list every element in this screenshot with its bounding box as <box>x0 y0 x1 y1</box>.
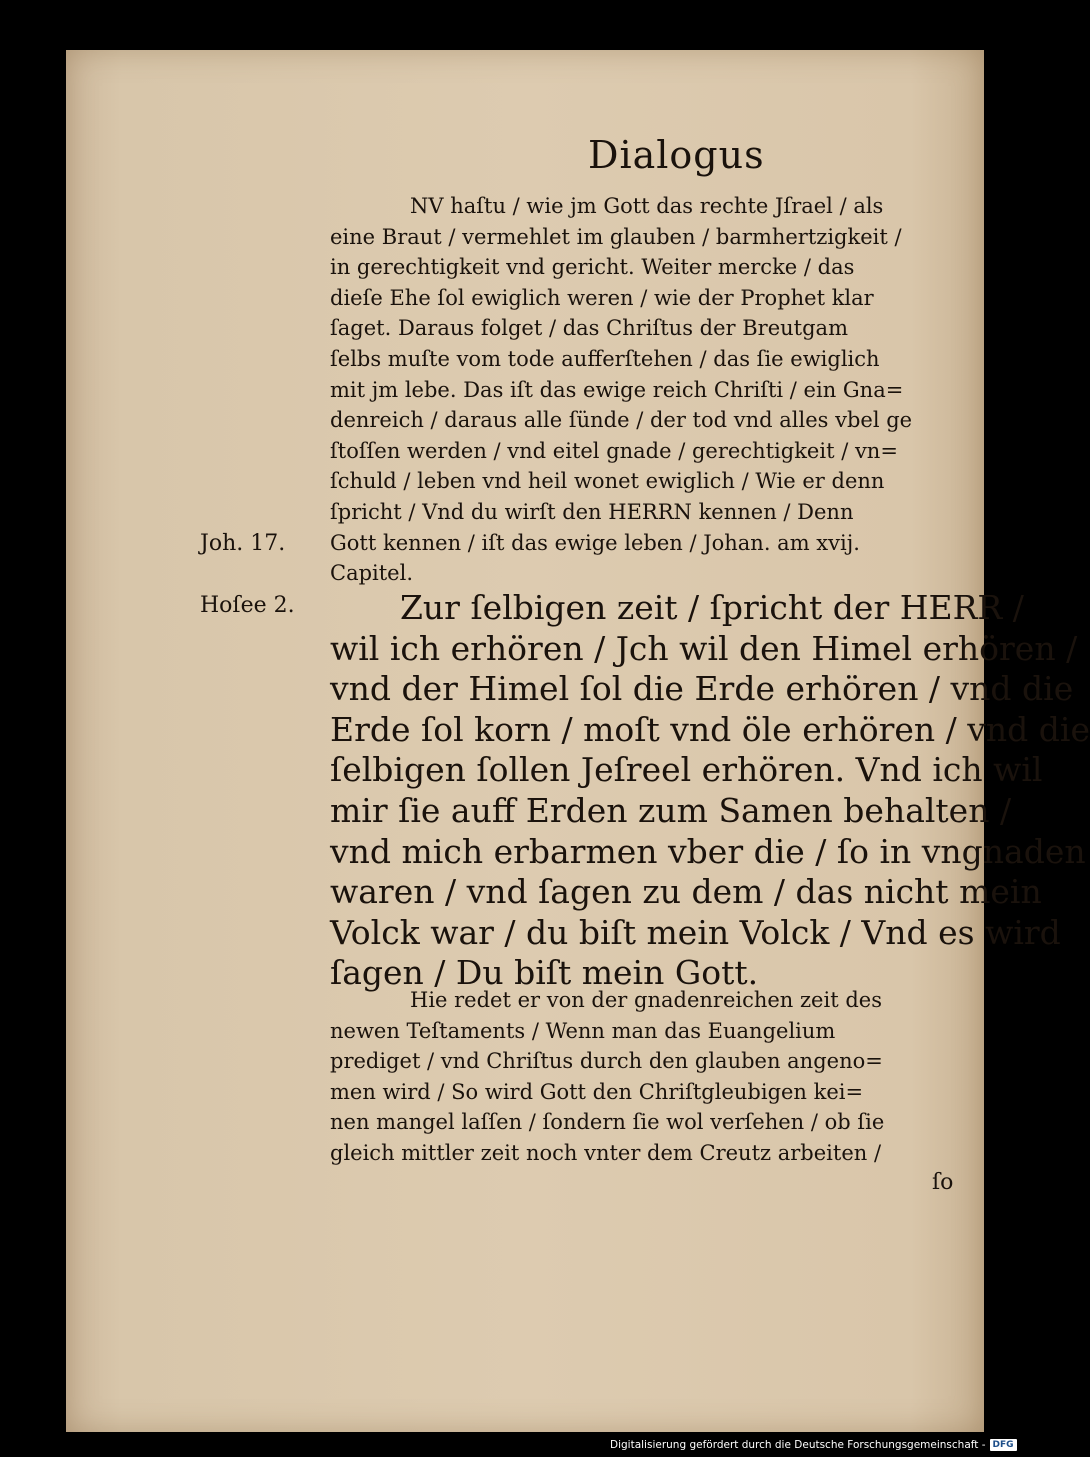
quote-line: ſagen / Du biſt mein Gott. <box>330 953 759 993</box>
quote-line: Zur ſelbigen zeit / ſpricht der HERR / <box>400 588 1024 627</box>
text-line: Gott kennen / iſt das ewige leben / Johan. am xvij. <box>330 530 860 555</box>
text-line: denreich / daraus alle ſünde / der tod vnd alles vbel ge <box>330 408 913 433</box>
text-line: newen Teſtaments / Wenn man das Euangelium <box>330 1018 836 1043</box>
paragraph-1 <box>330 191 955 589</box>
text-line: NV haſtu / wie jm Gott das rechte Jſrael / als <box>410 194 884 218</box>
text-line: dieſe Ehe ſol ewiglich weren / wie der Prophet klar <box>330 285 874 310</box>
quote-line: waren / vnd ſagen zu dem / das nicht mein <box>330 872 1042 912</box>
quote-line: vnd der Himel ſol die Erde erhören / vnd die <box>330 669 1074 709</box>
footer-credit-text: Digitalisierung gefördert durch die Deutsche Forschungsgemeinschaft - <box>610 1439 986 1451</box>
text-line: ſaget. Daraus folget / das Chriſtus der Breutgam <box>330 316 848 341</box>
text-line: eine Braut / vermehlet im glauben / barmhertzigkeit / <box>330 224 902 249</box>
quote-line: Volck war / du biſt mein Volck / Vnd es wird <box>330 912 1061 952</box>
text-line: ſelbs muſte vom tode aufferſtehen / das ſie ewiglich <box>330 346 880 371</box>
quote-line: wil ich erhören / Jch wil den Himel erhören / <box>330 628 1078 668</box>
page-header: Dialogus <box>588 133 765 177</box>
paragraph-2 <box>330 985 955 1169</box>
text-line: ſchuld / leben vnd heil wonet ewiglich / Wie er denn <box>330 469 885 494</box>
text-line: nen mangel laſſen / ſondern ſie wol verſehen / ob ſie <box>330 1110 885 1135</box>
text-line: mit jm lebe. Das iſt das ewige reich Chriſti / ein Gna= <box>330 377 904 402</box>
digitization-footer <box>610 1438 1017 1452</box>
catchword: ſo <box>932 1170 954 1195</box>
quote-line: vnd mich erbarmen vber die / ſo in vngnaden <box>330 831 1086 871</box>
text-line: Capitel. <box>330 561 414 586</box>
scripture-quote <box>330 588 1090 994</box>
text-line: Hie redet er von der gnadenreichen zeit des <box>410 988 882 1012</box>
marginal-note-hosea: Hoſee 2. <box>200 593 295 618</box>
marginal-note-john: Joh. 17. <box>200 531 286 556</box>
quote-line: Erde ſol korn / moſt vnd öle erhören / vnd die <box>330 709 1090 749</box>
text-line: ſpricht / Vnd du wirſt den HERRN kennen / Denn <box>330 499 854 524</box>
text-line: men wird / So wird Gott den Chriſtgleubigen kei= <box>330 1079 864 1104</box>
dfg-logo-icon[interactable]: DFG <box>990 1439 1017 1451</box>
quote-line: mir ſie auff Erden zum Samen behalten / <box>330 790 1012 830</box>
text-line: in gerechtigkeit vnd gericht. Weiter mercke / das <box>330 255 855 280</box>
quote-line: ſelbigen ſollen Jeſreel erhören. Vnd ich wil <box>330 750 1043 790</box>
text-line: gleich mittler zeit noch vnter dem Creutz arbeiten / <box>330 1140 882 1165</box>
text-line: ſtoſſen werden / vnd eitel gnade / gerechtigkeit / vn= <box>330 438 898 463</box>
text-line: prediget / vnd Chriſtus durch den glauben angeno= <box>330 1049 883 1074</box>
